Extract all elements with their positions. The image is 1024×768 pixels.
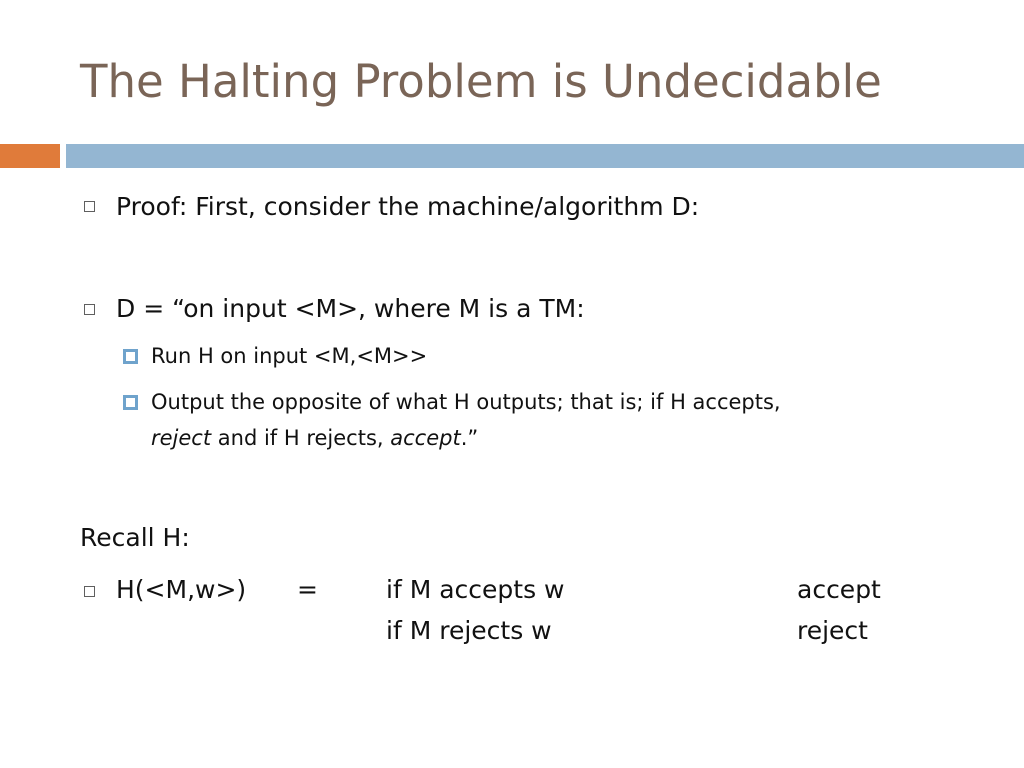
bullet-box-icon bbox=[84, 304, 95, 315]
proof-bullet-text: Proof: First, consider the machine/algorithm D: bbox=[116, 192, 700, 221]
output-middle-text: and if H rejects, bbox=[211, 426, 391, 450]
output-end-text: .” bbox=[460, 426, 479, 450]
case-reject-result: reject bbox=[797, 616, 868, 645]
bullet-box-icon bbox=[84, 586, 95, 597]
accent-bar-orange bbox=[0, 144, 60, 168]
sub-bullet-run-text: Run H on input <M,<M>> bbox=[151, 344, 428, 368]
accent-bar-blue bbox=[66, 144, 1024, 168]
sub-bullet-output-line1: Output the opposite of what H outputs; that is; if H accepts, bbox=[151, 390, 781, 414]
reject-word: reject bbox=[151, 426, 212, 450]
sub-bullet-square-icon bbox=[123, 349, 138, 364]
d-definition-text: D = “on input <M>, where M is a TM: bbox=[116, 294, 585, 323]
case-reject-condition: if M rejects w bbox=[386, 616, 552, 645]
accept-word: accept bbox=[390, 426, 461, 450]
sub-bullet-output-line2 bbox=[151, 424, 478, 452]
case-accept-result: accept bbox=[797, 575, 881, 604]
sub-bullet-square-icon bbox=[123, 395, 138, 410]
slide-title: The Halting Problem is Undecidable bbox=[80, 55, 882, 108]
bullet-box-icon bbox=[84, 201, 95, 212]
case-accept-condition: if M accepts w bbox=[386, 575, 565, 604]
h-lhs: H(<M,w>) bbox=[116, 575, 247, 604]
h-equals: = bbox=[297, 575, 318, 604]
recall-heading: Recall H: bbox=[80, 523, 190, 552]
